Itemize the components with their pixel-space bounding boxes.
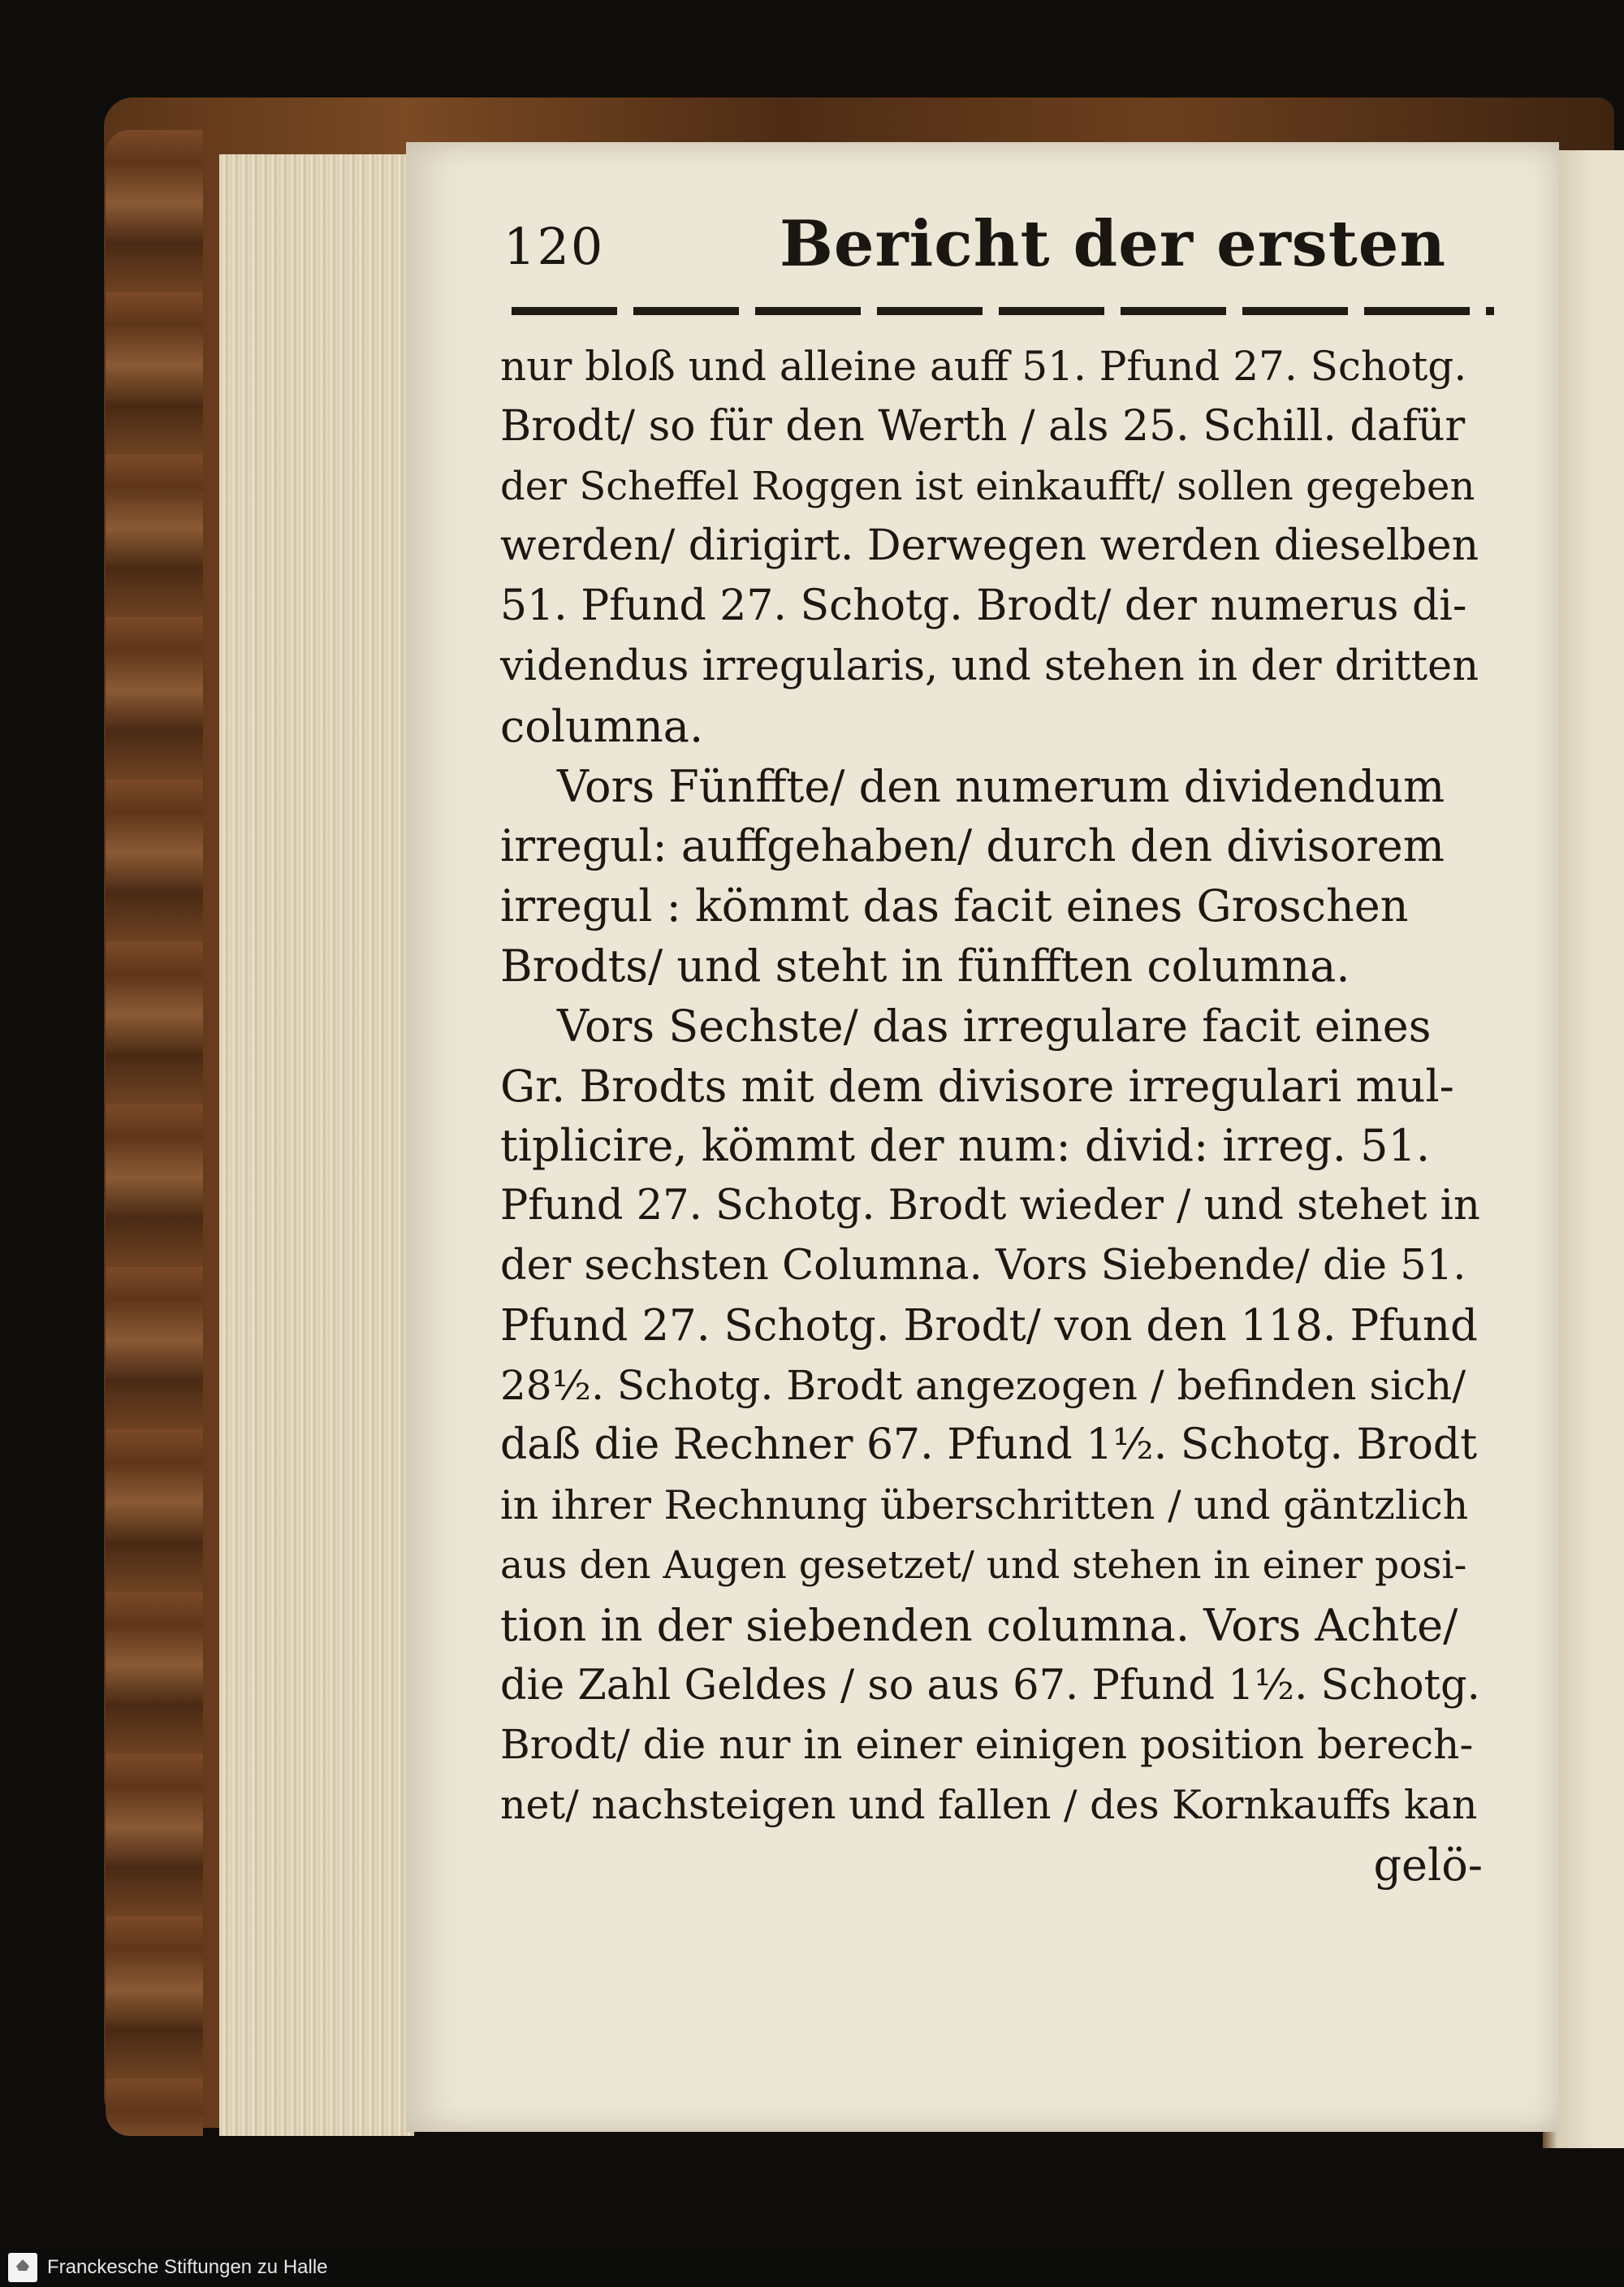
text-line: werden/ dirigirt. Derwegen werden dieselben: [500, 521, 1479, 571]
text-line: der sechsten Columna. Vors Siebende/ die 51.: [500, 1241, 1466, 1290]
text-line: tiplicire, kömmt der num: divid: irreg. 51.: [500, 1120, 1430, 1172]
text-line: Pfund 27. Schotg. Brodt wieder / und stehet in: [500, 1182, 1480, 1230]
catchword: gelö-: [1373, 1839, 1483, 1891]
text-line: net/ nachsteigen und fallen / des Kornkauffs kan: [500, 1782, 1478, 1829]
book-spine-edge: [106, 130, 203, 2136]
text-line: videndus irregularis, und stehen in der dritten: [500, 642, 1479, 690]
text-line: Brodts/ und steht in fünfften columna.: [500, 940, 1350, 992]
text-line: 51. Pfund 27. Schotg. Brodt/ der numerus di-: [500, 581, 1467, 631]
page-number: 120: [503, 217, 605, 276]
text-line: Brodt/ die nur in einer einigen position berech-: [500, 1721, 1474, 1769]
text-line: nur bloß und alleine auff 51. Pfund 27. Schotg.: [500, 343, 1467, 390]
text-line: Vors Fünffte/ den numerum dividendum: [557, 760, 1445, 812]
text-line: columna.: [500, 700, 704, 752]
text-line: Vors Sechste/ das irregulare facit eines: [557, 1000, 1432, 1052]
text-line: irregul: auffgehaben/ durch den divisorem: [500, 820, 1445, 872]
text-line: aus den Augen gesetzet/ und stehen in einer posi-: [500, 1542, 1467, 1588]
text-line: Pfund 27. Schotg. Brodt/ von den 118. Pfund: [500, 1300, 1478, 1351]
text-line: daß die Rechner 67. Pfund 1½. Schotg. Brodt: [500, 1420, 1478, 1470]
text-line: Brodt/ so für den Werth / als 25. Schill. dafür: [500, 401, 1466, 451]
text-line: tion in der siebenden columna. Vors Achte/: [500, 1599, 1458, 1651]
text-line: 28½. Schotg. Brodt angezogen / befinden sich/: [500, 1361, 1466, 1409]
page-header: [503, 207, 1494, 288]
body-text: [500, 337, 1483, 1896]
viewer-footer: [0, 2248, 1624, 2287]
text-line: Gr. Brodts mit dem divisore irregulari mul-: [500, 1060, 1454, 1112]
text-line: der Scheffel Roggen ist einkaufft/ sollen gegeben: [500, 463, 1475, 509]
text-line: irregul : kömmt das facit eines Groschen: [500, 880, 1409, 932]
page-stack-edges: [219, 154, 414, 2136]
running-head: Bericht der ersten: [780, 207, 1447, 281]
institution-logo-icon: [8, 2253, 37, 2282]
text-line: in ihrer Rechnung überschritten / und gäntzlich: [500, 1482, 1469, 1529]
header-rule: [512, 307, 1494, 315]
text-line: die Zahl Geldes / so aus 67. Pfund 1½. Schotg.: [500, 1661, 1480, 1710]
institution-name: Franckesche Stiftungen zu Halle: [47, 2256, 328, 2278]
